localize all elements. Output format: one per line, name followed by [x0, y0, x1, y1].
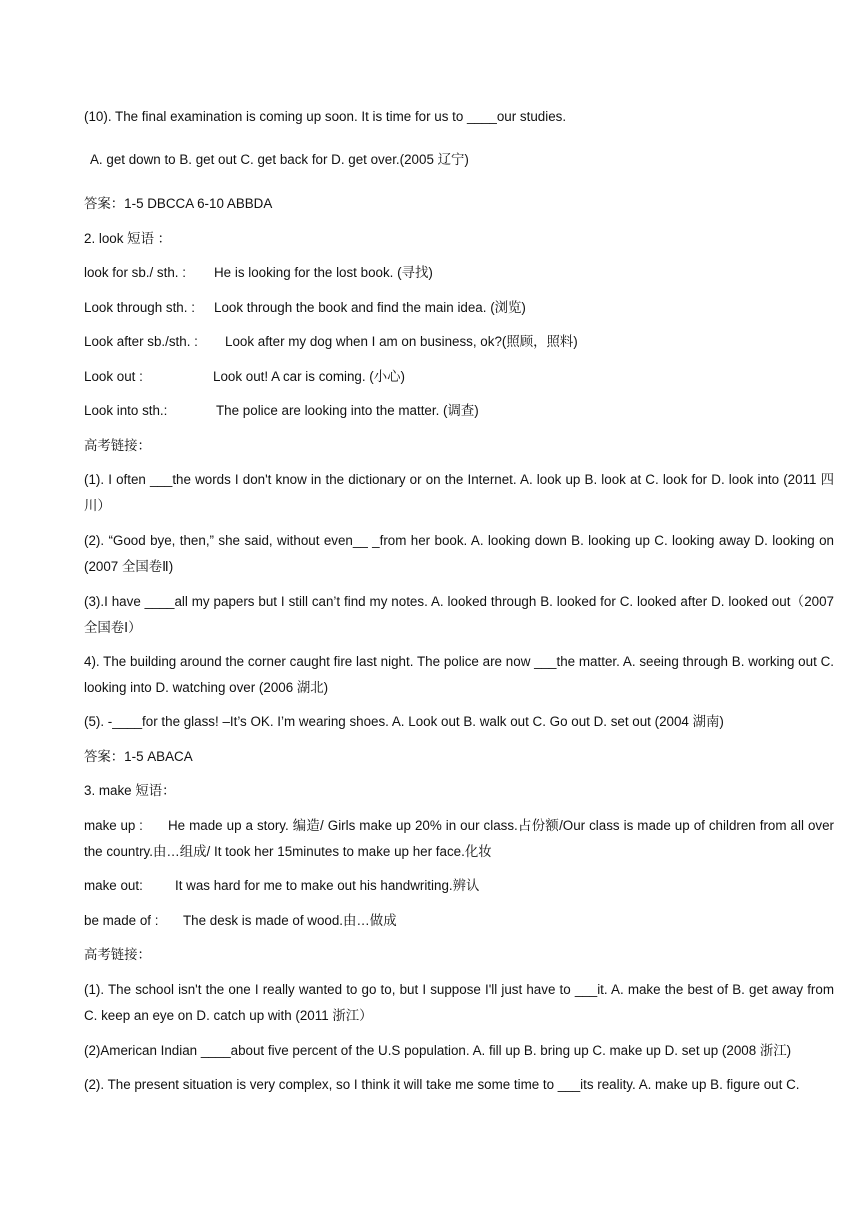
make-link-heading: 高考链接：	[84, 947, 151, 962]
phrase-example: It was hard for me to make out his handwriting.辨认	[175, 878, 480, 893]
look-question-2: (2). “Good bye, then,” she said, without even__ _from her book. A. looking down B. looking up C. looking away D. looking on (2007 全国卷Ⅱ)	[84, 533, 834, 574]
make-section-heading: 3. make 短语：	[84, 783, 176, 798]
question-10: (10). The final examination is coming up soon. It is time for us to ____our studies.	[84, 109, 567, 124]
phrase-look-through	[84, 295, 834, 321]
look-question-1: (1). I often ___the words I don't know in the dictionary or on the Internet. A. look up B. look at C. look for D. look into (2011 四川）	[84, 472, 834, 513]
phrase-look-out	[84, 364, 834, 390]
phrase-look-for	[84, 260, 834, 286]
phrase-example: He is looking for the lost book. (寻找)	[214, 265, 433, 280]
look-question-3: (3).I have ____all my papers but I still can’t find my notes. A. looked through B. looked for C. looked after D. looked out（2007 全国卷Ⅰ）	[84, 594, 834, 635]
look-section-heading: 2. look 短语 ：	[84, 231, 172, 246]
look-question-4: 4). The building around the corner caught fire last night. The police are now ___the matter. A. seeing through B. working out C. looking into D. watching over (2006 湖北)	[84, 654, 834, 695]
phrase-make-out	[84, 873, 834, 899]
phrase-look-after	[84, 329, 834, 355]
phrase-term: Look into sth.:	[84, 403, 168, 418]
phrase-example: He made up a story. 编造/ Girls make up 20% in our class.占份额/Our class is made up of children from all over the country.由…组成/ It took her 15minutes to make up her face.化妆	[84, 818, 834, 859]
phrase-example: The desk is made of wood.由…做成	[183, 913, 397, 928]
make-question-1: (1). The school isn't the one I really wanted to go to, but I suppose I'll just have to ___it. A. make the best of B. get away from C. keep an eye on D. catch up with (2011 浙江）	[84, 982, 834, 1023]
phrase-term: make up :	[84, 818, 143, 833]
phrase-look-into	[84, 398, 834, 424]
question-10-options: A. get down to B. get out C. get back for D. get over.(2005 辽宁)	[90, 152, 469, 167]
answer-key-1: 答案：1-5 DBCCA 6-10 ABBDA	[84, 196, 273, 211]
phrase-be-made-of	[84, 908, 834, 934]
phrase-term: Look through sth. :	[84, 300, 195, 315]
phrase-example: The police are looking into the matter. (调查)	[216, 403, 479, 418]
look-link-heading: 高考链接：	[84, 438, 151, 453]
make-question-2: (2)American Indian ____about five percent of the U.S population. A. fill up B. bring up C. make up D. set up (2008 浙江)	[84, 1043, 792, 1058]
phrase-term: Look out :	[84, 369, 143, 384]
phrase-term: Look after sb./sth. :	[84, 334, 198, 349]
phrase-example: Look out! A car is coming. (小心)	[213, 369, 406, 384]
phrase-term: make out:	[84, 878, 143, 893]
phrase-term: look for sb./ sth. :	[84, 265, 186, 280]
look-answer-key: 答案：1-5 ABACA	[84, 749, 193, 764]
make-question-3: (2). The present situation is very complex, so I think it will take me some time to ___its reality. A. make up B. figure out C.	[84, 1077, 800, 1092]
look-question-5: (5). -____for the glass! –It’s OK. I’m wearing shoes. A. Look out B. walk out C. Go out D. set out (2004 湖南)	[84, 714, 724, 729]
phrase-example: Look after my dog when I am on business, ok?(照顾，照料)	[225, 334, 578, 349]
phrase-term: be made of :	[84, 913, 159, 928]
phrase-make-up	[84, 813, 834, 864]
phrase-example: Look through the book and find the main idea. (浏览)	[214, 300, 526, 315]
